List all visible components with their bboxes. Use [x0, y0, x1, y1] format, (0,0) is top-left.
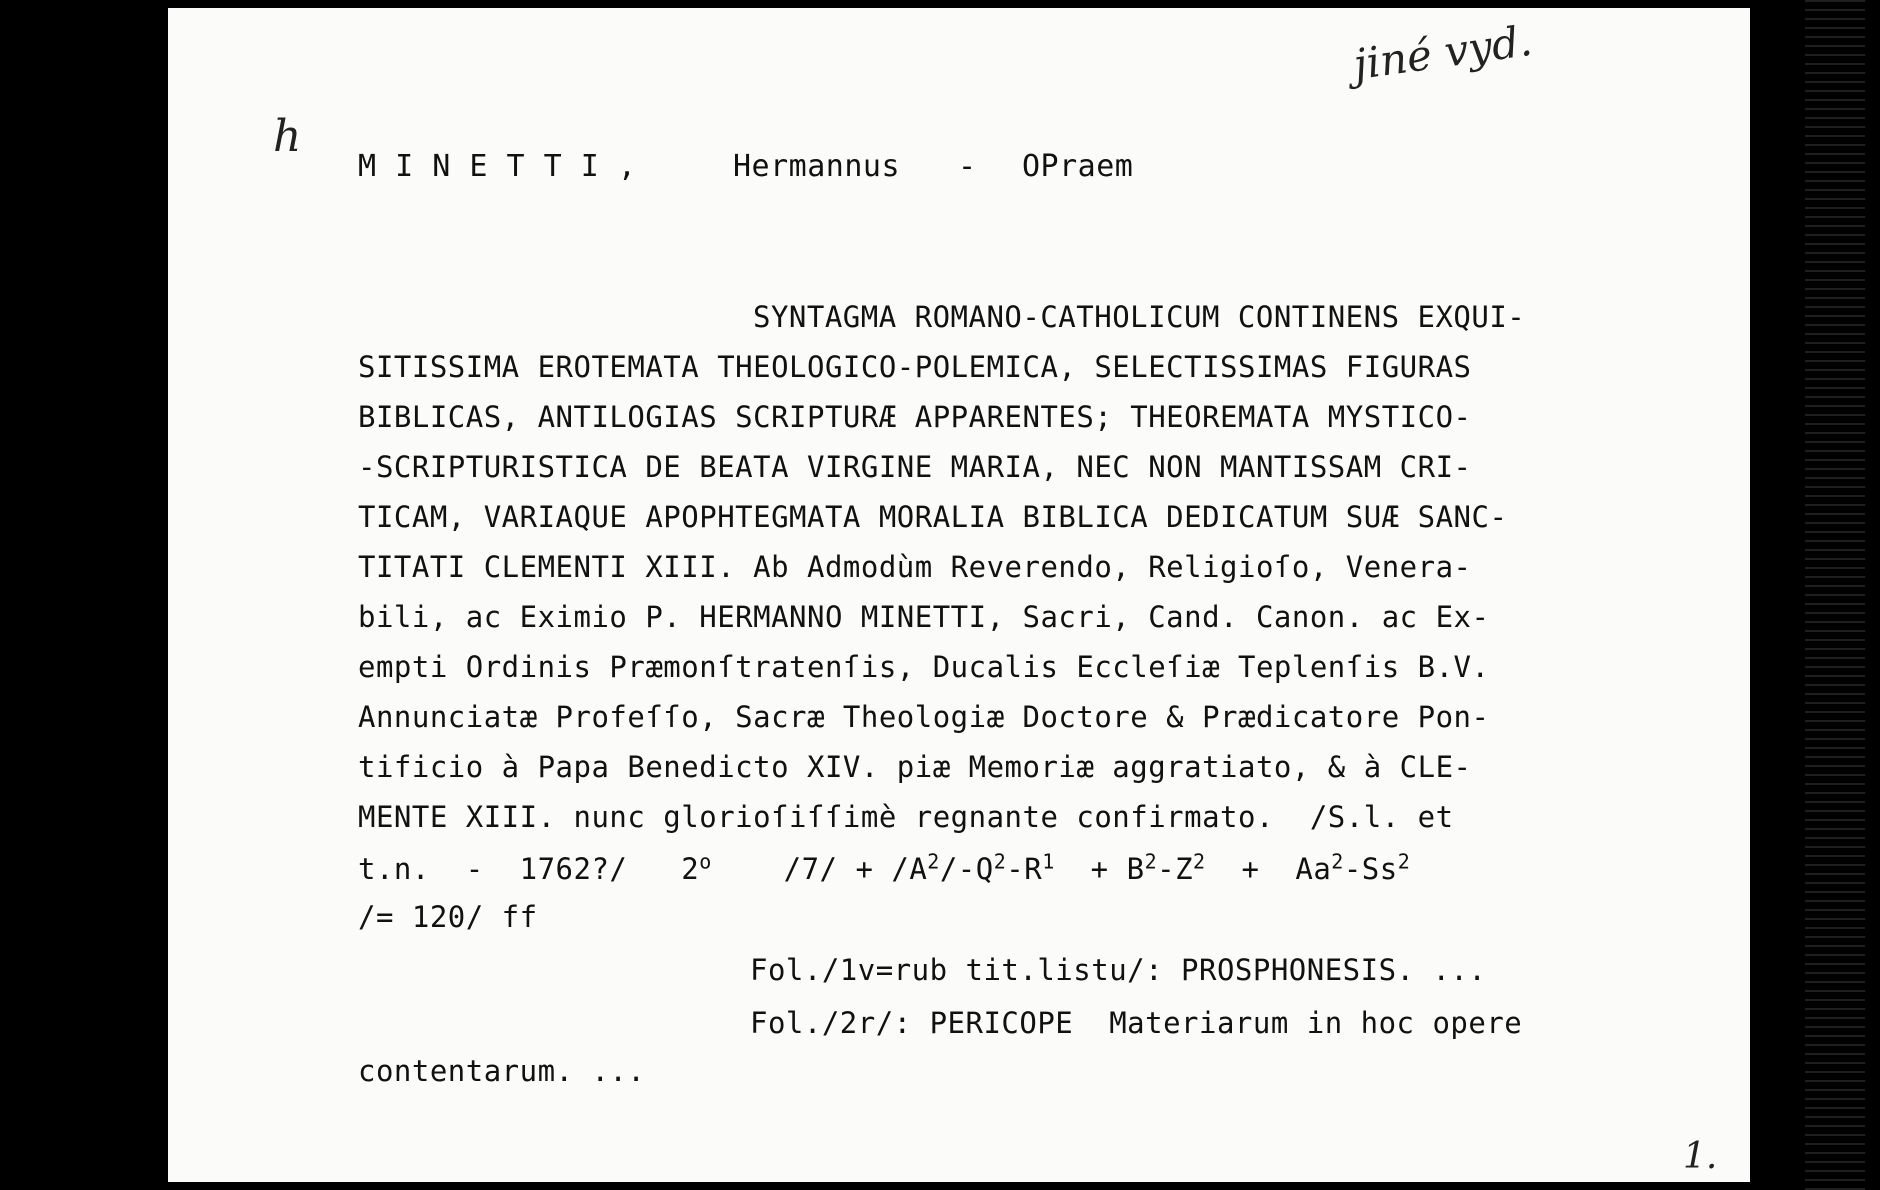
scan-edge-artifact — [1805, 0, 1865, 1190]
author-surname: M I N E T T I , — [358, 149, 637, 184]
title-line: -SCRIPTURISTICA DE BEATA VIRGINE MARIA, NEC NON MANTISSAM CRI- — [358, 450, 1472, 484]
title-line: BIBLICAS, ANTILOGIAS SCRIPTURÆ APPARENTES; THEOREMATA MYSTICO- — [358, 400, 1472, 434]
title-line: TITATI CLEMENTI XIII. Ab Admodùm Reverendo, Religioſo, Venera- — [358, 550, 1472, 584]
title-line: SYNTAGMA ROMANO-CATHOLICUM CONTINENS EXQUI- — [753, 300, 1526, 334]
contents-note: Fol./1v=rub tit.listu/: PROSPHONESIS. ... — [750, 953, 1487, 987]
title-line: tificio à Papa Benedicto XIV. piæ Memoriæ aggratiato, & à CLE- — [358, 750, 1472, 784]
margin-annotation: h — [273, 111, 302, 162]
title-line: empti Ordinis Præmonſtratenſis, Ducalis Eccleſiæ Teplenſis B.V. — [358, 650, 1490, 684]
card-number: 1. — [1683, 1136, 1718, 1177]
title-line: Annunciatæ Profeſſo, Sacræ Theologiæ Doctore & Prædicatore Pon- — [358, 700, 1490, 734]
title-line: bili, ac Eximio P. HERMANNO MINETTI, Sacri, Cand. Canon. ac Ex- — [358, 600, 1490, 634]
title-line: TICAM, VARIAQUE APOPHTEGMATA MORALIA BIBLICA DEDICATUM SUÆ SANC- — [358, 500, 1508, 534]
leaf-count: /= 120/ ff — [358, 900, 538, 934]
author-order: OPraem — [1022, 149, 1134, 184]
contents-note: Fol./2r/: PERICOPE Materiarum in hoc opere — [750, 1006, 1523, 1040]
collation-line: t.n. - 1762?/ 2$^o$ $/7/ + /A^2/-Q^2-R^1 + B^2-Z^2 + Aa^2-Ss^2$ — [358, 849, 1411, 886]
contents-note-continuation: contentarum. ... — [358, 1054, 646, 1088]
title-line: MENTE XIII. nunc glorioſiſſimè regnante confirmato. /S.l. et — [358, 800, 1454, 834]
title-line: SITISSIMA EROTEMATA THEOLOGICO-POLEMICA, SELECTISSIMAS FIGURAS — [358, 350, 1472, 384]
corner-annotation: jiné vyd. — [1350, 15, 1535, 90]
catalog-card — [168, 8, 1750, 1182]
author-forename: Hermannus — [733, 149, 901, 184]
author-dash: - — [958, 149, 977, 184]
